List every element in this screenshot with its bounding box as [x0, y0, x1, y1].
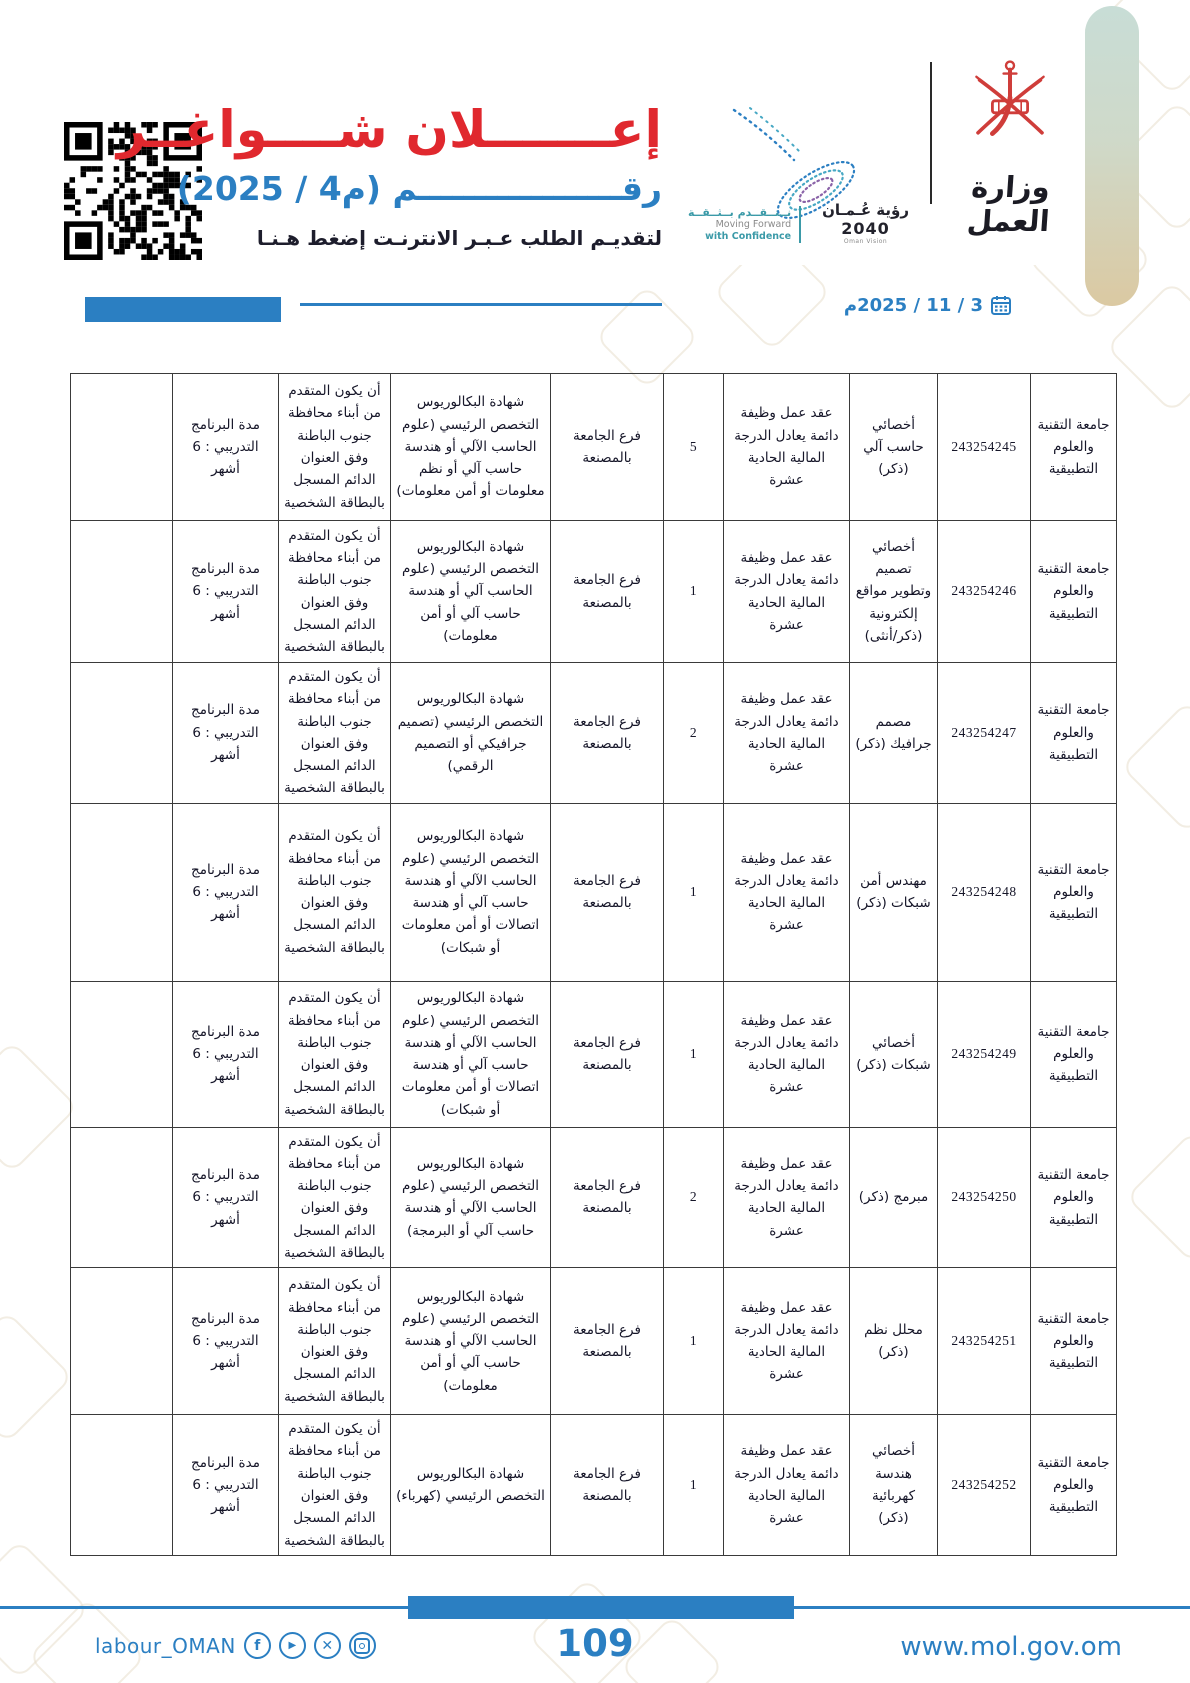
cell-training-duration: مدة البرنامج التدريبي : 6 أشهر [173, 803, 279, 981]
pattern-motif [0, 1311, 73, 1444]
date-row [812, 294, 1012, 316]
cell-vacancy-number: 243254251 [938, 1268, 1031, 1415]
cell-notes [71, 521, 173, 663]
cell-condition: أن يكون المتقدم من أبناء محافظة جنوب الباطنة وفق العنوان الدائم المسجل بالبطاقة الشخصية [279, 521, 391, 663]
cell-contract-type: عقد عمل وظيفة دائمة يعادل الدرجة المالية الحادية عشرة [724, 521, 850, 663]
calendar-icon [990, 294, 1012, 316]
cell-vacancy-number: 243254250 [938, 1127, 1031, 1268]
cell-training-duration: مدة البرنامج التدريبي : 6 أشهر [173, 1268, 279, 1415]
cell-work-location: فرع الجامعة بالمصنعة [551, 374, 664, 521]
cell-count: 2 [664, 1127, 724, 1268]
apply-online-link[interactable]: لتقديـم الطلب عـبـر الانترنـت إضغط هـنـا [256, 226, 662, 251]
cell-contract-type: عقد عمل وظيفة دائمة يعادل الدرجة المالية الحادية عشرة [724, 1415, 850, 1556]
cell-qualification: شهادة البكالوريوس التخصص الرئيسي (علوم الحاسب الآلي أو هندسة حاسب آلي أو أمن معلومات) [391, 1268, 551, 1415]
cell-qualification: شهادة البكالوريوس التخصص الرئيسي (علوم الحاسب الآلي أو هندسة حاسب آلي أو نظم معلومات أو أمن معلومات) [391, 374, 551, 521]
vacancies-table [70, 373, 1117, 1556]
cell-notes [71, 1127, 173, 1268]
decor-blue-bar [85, 297, 281, 322]
cell-training-duration: مدة البرنامج التدريبي : 6 أشهر [173, 374, 279, 521]
announcement-date: 3 / 11 / 2025م [843, 294, 983, 316]
cell-entity: جامعة التقنية والعلوم التطبيقية [1031, 1268, 1117, 1415]
decor-gradient-strip [1085, 6, 1139, 306]
vacancy-row [71, 663, 1117, 804]
cell-training-duration: مدة البرنامج التدريبي : 6 أشهر [173, 1127, 279, 1268]
cell-contract-type: عقد عمل وظيفة دائمة يعادل الدرجة المالية الحادية عشرة [724, 803, 850, 981]
cell-qualification: شهادة البكالوريوس التخصص الرئيسي (علوم الحاسب الآلي أو هندسة حاسب آلي أو هندسة اتصالات أو أمن معلومات أو شبكات) [391, 981, 551, 1127]
cell-work-location: فرع الجامعة بالمصنعة [551, 1127, 664, 1268]
vision-title-arabic: رؤية عُـمـان [822, 201, 909, 219]
cell-work-location: فرع الجامعة بالمصنعة [551, 981, 664, 1127]
cell-vacancy-number: 243254245 [938, 374, 1031, 521]
cell-count: 2 [664, 663, 724, 804]
apply-underline [300, 303, 662, 306]
cell-vacancy-number: 243254249 [938, 981, 1031, 1127]
vacancy-row [71, 1127, 1117, 1268]
cell-work-location: فرع الجامعة بالمصنعة [551, 1415, 664, 1556]
pattern-motif [1121, 701, 1190, 834]
vision-tagline-en2: with Confidence [705, 231, 792, 243]
cell-entity: جامعة التقنية والعلوم التطبيقية [1031, 981, 1117, 1127]
cell-contract-type: عقد عمل وظيفة دائمة يعادل الدرجة المالية الحادية عشرة [724, 663, 850, 804]
cell-vacancy-number: 243254247 [938, 663, 1031, 804]
cell-notes [71, 803, 173, 981]
cell-contract-type: عقد عمل وظيفة دائمة يعادل الدرجة المالية الحادية عشرة [724, 374, 850, 521]
vision-tagline-en1: Moving Forward [715, 219, 792, 231]
cell-qualification: شهادة البكالوريوس التخصص الرئيسي (علوم الحاسب الآلي أو هندسة حاسب آلي أو البرمجة) [391, 1127, 551, 1268]
cell-job-title: أخصائي شبكات (ذكر) [850, 981, 938, 1127]
cell-contract-type: عقد عمل وظيفة دائمة يعادل الدرجة المالية الحادية عشرة [724, 1127, 850, 1268]
cell-work-location: فرع الجامعة بالمصنعة [551, 1268, 664, 1415]
cell-condition: أن يكون المتقدم من أبناء محافظة جنوب الباطنة وفق العنوان الدائم المسجل بالبطاقة الشخصية [279, 1415, 391, 1556]
vision-caption: Oman Vision [843, 238, 888, 245]
vision-wordmark [822, 201, 909, 245]
vacancy-row [71, 374, 1117, 521]
cell-entity: جامعة التقنية والعلوم التطبيقية [1031, 663, 1117, 804]
cell-job-title: محلل نظم (ذكر) [850, 1268, 938, 1415]
vacancy-row [71, 1415, 1117, 1556]
cell-count: 1 [664, 1415, 724, 1556]
footer-accent-bar [408, 1596, 794, 1619]
website-link[interactable]: www.mol.gov.om [900, 1632, 1122, 1662]
cell-entity: جامعة التقنية والعلوم التطبيقية [1031, 803, 1117, 981]
cell-condition: أن يكون المتقدم من أبناء محافظة جنوب الباطنة وفق العنوان الدائم المسجل بالبطاقة الشخصية [279, 374, 391, 521]
page-number: 109 [556, 1622, 634, 1665]
ministry-name: وزارة العمل [965, 170, 1052, 238]
cell-job-title: مهندس أمن شبكات (ذكر) [850, 803, 938, 981]
vacancy-row [71, 981, 1117, 1127]
cell-qualification: شهادة البكالوريوس التخصص الرئيسي (علوم الحاسب الآلي أو هندسة حاسب آلي أو هندسة اتصالات أو أمن معلومات أو شبكات) [391, 803, 551, 981]
vacancy-row [71, 1268, 1117, 1415]
vision-year: 2040 [841, 219, 890, 238]
vacancy-row [71, 803, 1117, 981]
cell-work-location: فرع الجامعة بالمصنعة [551, 803, 664, 981]
cell-training-duration: مدة البرنامج التدريبي : 6 أشهر [173, 1415, 279, 1556]
page-title: إعـــــــلان شــــواغــر [116, 101, 662, 160]
cell-count: 1 [664, 803, 724, 981]
cell-notes [71, 981, 173, 1127]
cell-notes [71, 1268, 173, 1415]
page-subtitle: رقــــــــــــــــــم (م4 / 2025) [176, 169, 662, 209]
cell-vacancy-number: 243254246 [938, 521, 1031, 663]
cell-job-title: مصمم جرافيك (ذكر) [850, 663, 938, 804]
pattern-motif [1126, 1131, 1190, 1264]
cell-job-title: أخصائي هندسة كهربائية (ذكر) [850, 1415, 938, 1556]
cell-entity: جامعة التقنية والعلوم التطبيقية [1031, 1415, 1117, 1556]
cell-condition: أن يكون المتقدم من أبناء محافظة جنوب الباطنة وفق العنوان الدائم المسجل بالبطاقة الشخصية [279, 803, 391, 981]
cell-contract-type: عقد عمل وظيفة دائمة يعادل الدرجة المالية الحادية عشرة [724, 981, 850, 1127]
cell-training-duration: مدة البرنامج التدريبي : 6 أشهر [173, 981, 279, 1127]
cell-qualification: شهادة البكالوريوس التخصص الرئيسي (تصميم جرافيكي أو التصميم الرقمي) [391, 663, 551, 804]
cell-entity: جامعة التقنية والعلوم التطبيقية [1031, 374, 1117, 521]
vision-tagline [688, 206, 801, 244]
social-handle: labour_OMAN [95, 1633, 236, 1658]
ministry-logo [942, 52, 1077, 238]
cell-vacancy-number: 243254248 [938, 803, 1031, 981]
cell-work-location: فرع الجامعة بالمصنعة [551, 521, 664, 663]
cell-notes [71, 1415, 173, 1556]
cell-entity: جامعة التقنية والعلوم التطبيقية [1031, 521, 1117, 663]
x-icon[interactable]: ✕ [314, 1632, 341, 1659]
cell-job-title: أخصائي تصميم وتطوير مواقع إلكترونية (ذكر/أنثى) [850, 521, 938, 663]
cell-condition: أن يكون المتقدم من أبناء محافظة جنوب الباطنة وفق العنوان الدائم المسجل بالبطاقة الشخصية [279, 663, 391, 804]
vision-tagline-arabic: نــتــقــدم بــثــقــة [688, 205, 792, 219]
pattern-motif [0, 1041, 78, 1174]
cell-condition: أن يكون المتقدم من أبناء محافظة جنوب الباطنة وفق العنوان الدائم المسجل بالبطاقة الشخصية [279, 1268, 391, 1415]
logo-divider [930, 62, 932, 204]
cell-entity: جامعة التقنية والعلوم التطبيقية [1031, 1127, 1117, 1268]
cell-condition: أن يكون المتقدم من أبناء محافظة جنوب الباطنة وفق العنوان الدائم المسجل بالبطاقة الشخصية [279, 981, 391, 1127]
cell-work-location: فرع الجامعة بالمصنعة [551, 663, 664, 804]
cell-count: 1 [664, 521, 724, 663]
cell-training-duration: مدة البرنامج التدريبي : 6 أشهر [173, 521, 279, 663]
cell-qualification: شهادة البكالوريوس التخصص الرئيسي (علوم الحاسب آلي أو هندسة حاسب آلي أو أمن معلومات) [391, 521, 551, 663]
cell-count: 1 [664, 1268, 724, 1415]
cell-count: 5 [664, 374, 724, 521]
cell-condition: أن يكون المتقدم من أبناء محافظة جنوب الباطنة وفق العنوان الدائم المسجل بالبطاقة الشخصية [279, 1127, 391, 1268]
oman-vision-2040-logo [688, 108, 913, 263]
vacancy-row [71, 521, 1117, 663]
youtube-icon[interactable]: ▶ [279, 1632, 306, 1659]
cell-notes [71, 374, 173, 521]
cell-vacancy-number: 243254252 [938, 1415, 1031, 1556]
cell-training-duration: مدة البرنامج التدريبي : 6 أشهر [173, 663, 279, 804]
oman-emblem-icon [970, 52, 1050, 164]
cell-count: 1 [664, 981, 724, 1127]
cell-notes [71, 663, 173, 804]
cell-job-title: أخصائي حاسب آلي (ذكر) [850, 374, 938, 521]
facebook-icon[interactable]: f [244, 1632, 271, 1659]
vacancies-tbody [71, 374, 1117, 1556]
cell-contract-type: عقد عمل وظيفة دائمة يعادل الدرجة المالية الحادية عشرة [724, 1268, 850, 1415]
cell-qualification: شهادة البكالوريوس التخصص الرئيسي (كهرباء) [391, 1415, 551, 1556]
header-titles [116, 100, 662, 251]
cell-job-title: مبرمج (ذكر) [850, 1127, 938, 1268]
